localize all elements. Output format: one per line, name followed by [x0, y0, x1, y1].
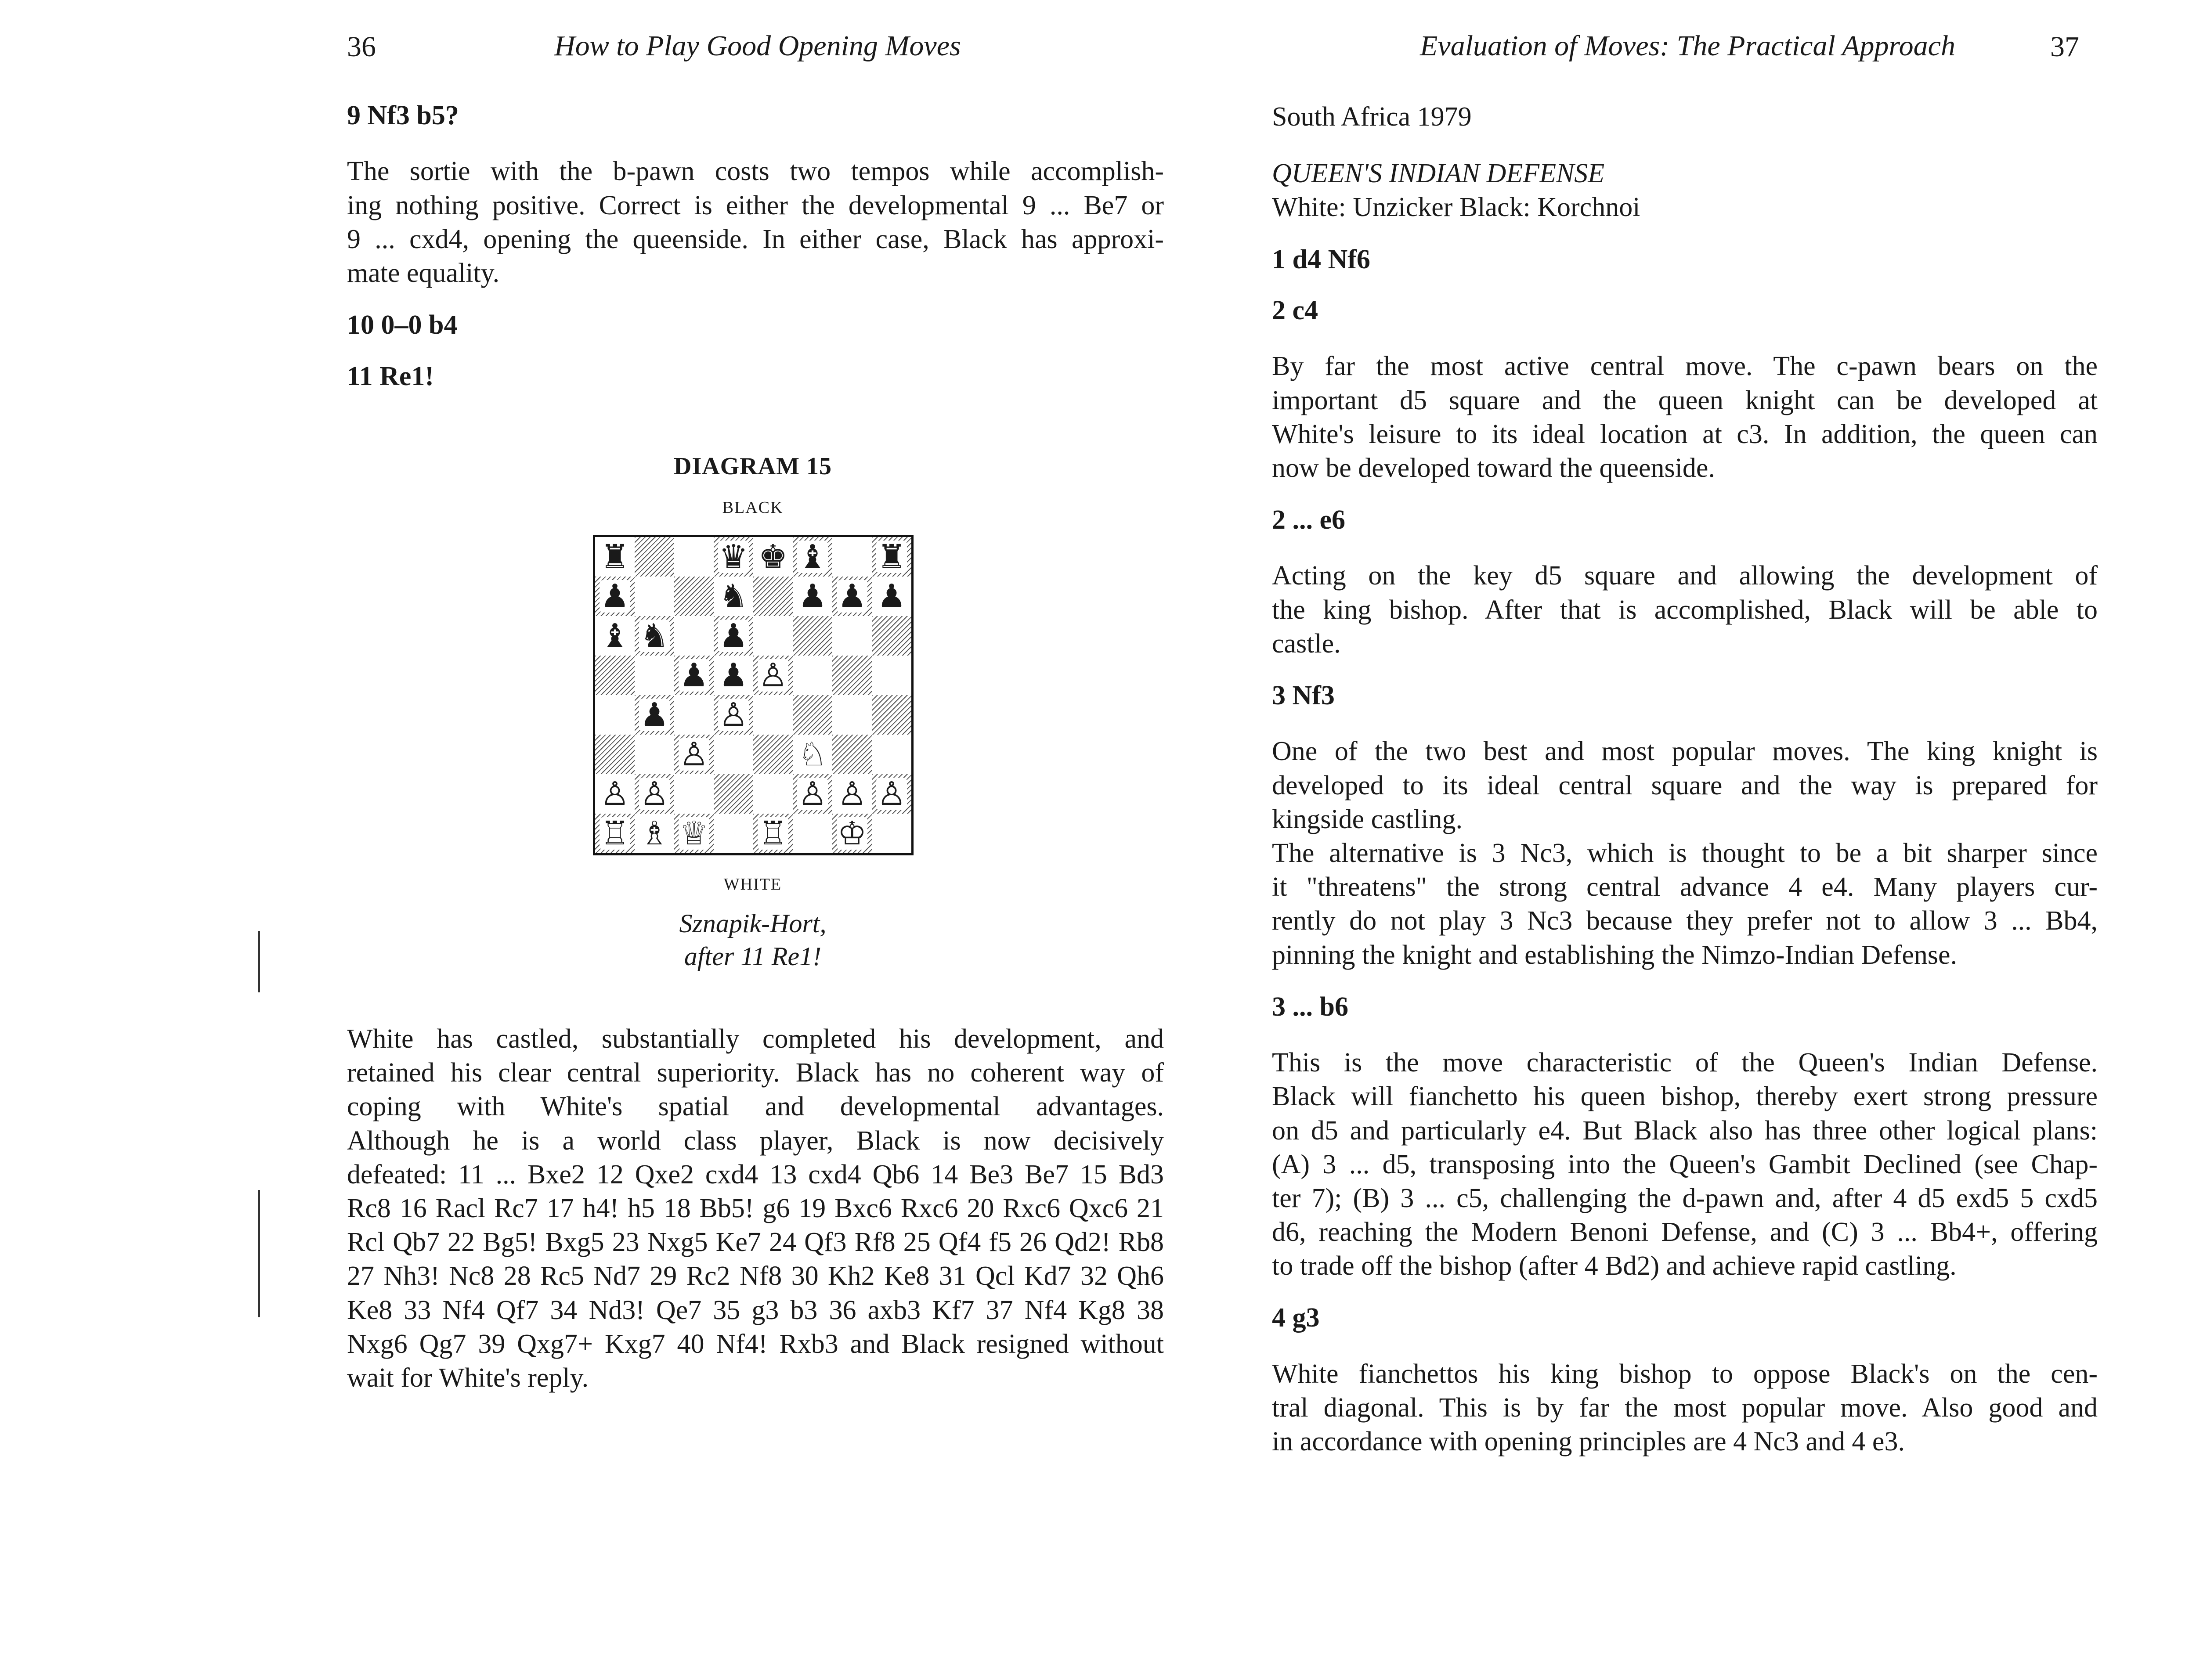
text-line: ing nothing positive. Correct is either the developmental 9 ... Be7 or [347, 190, 1164, 220]
move-heading: 11 Re1! [347, 361, 434, 391]
text-line: mate equality. [347, 258, 500, 288]
page-number-right: 37 [2050, 31, 2079, 63]
square-f5 [793, 656, 832, 695]
square-d5 [714, 656, 753, 695]
square-e4 [753, 695, 793, 735]
square-h3 [872, 735, 911, 774]
square-e2 [753, 774, 793, 814]
chess-piece-icon: ♟ [639, 696, 669, 734]
square-b5 [635, 656, 674, 695]
text-line: wait for White's reply. [347, 1363, 589, 1393]
text-line: Nxg6 Qg7 39 Qxg7+ Kxg7 40 Nf4! Rxb3 and Black resigned without [347, 1329, 1164, 1359]
move-heading: 2 c4 [1272, 295, 1318, 325]
square-g4 [832, 695, 872, 735]
paragraph [1272, 735, 2098, 836]
text-line: important d5 square and the queen knight can be developed at [1272, 385, 2098, 415]
diagram-caption [593, 907, 913, 973]
square-d1 [714, 814, 753, 853]
diagram-label-white: WHITE [723, 875, 782, 894]
text-line: d6, reaching the Modern Benoni Defense, and (C) 3 ... Bb4+, offering [1272, 1217, 2098, 1247]
square-a2 [595, 774, 635, 814]
square-g6 [832, 616, 872, 656]
chess-piece-icon: ♟ [877, 577, 907, 615]
paragraph [347, 155, 1164, 290]
square-c3 [674, 735, 714, 774]
chess-piece-icon: ♙ [837, 775, 867, 813]
diagram-label-black: BLACK [722, 498, 784, 517]
square-b1 [635, 814, 674, 853]
square-g2 [832, 774, 872, 814]
square-b3 [635, 735, 674, 774]
chess-piece-icon: ♖ [600, 815, 630, 852]
square-a5 [595, 656, 635, 695]
square-g8 [832, 537, 872, 577]
square-a3 [595, 735, 635, 774]
text-line: now be developed toward the queenside. [1272, 453, 1715, 483]
paragraph [1272, 836, 2098, 972]
square-a7 [595, 577, 635, 616]
text-line: ter 7); (B) 3 ... c5, challenging the d-pawn and, after 4 d5 exd5 5 cxd5 [1272, 1183, 2098, 1213]
text-line: 9 ... cxd4, opening the queenside. In either case, Black has approxi- [347, 224, 1164, 254]
chess-piece-icon: ♟ [600, 577, 630, 615]
square-d8 [714, 537, 753, 577]
players-line: White: Unzicker Black: Korchnoi [1272, 192, 1640, 223]
right-page [1154, 0, 2196, 1680]
text-line: White fianchettos his king bishop to oppose Black's on the cen- [1272, 1359, 2098, 1389]
square-f2 [793, 774, 832, 814]
chess-piece-icon: ♟ [837, 577, 867, 615]
chess-piece-icon: ♝ [798, 538, 827, 576]
move-heading: 3 ... b6 [1272, 991, 1348, 1022]
page-number-left: 36 [347, 31, 376, 63]
square-g1 [832, 814, 872, 853]
square-h4 [872, 695, 911, 735]
square-g3 [832, 735, 872, 774]
text-line: Acting on the key d5 square and allowing the development of [1272, 561, 2098, 591]
square-f8 [793, 537, 832, 577]
text-line: coping with White's spatial and developmental advantages. [347, 1092, 1164, 1122]
square-d6 [714, 616, 753, 656]
square-h8 [872, 537, 911, 577]
text-line: White's leisure to its ideal location at c3. In addition, the queen can [1272, 419, 2098, 449]
move-heading: 4 g3 [1272, 1303, 1320, 1333]
square-a4 [595, 695, 635, 735]
square-e5 [753, 656, 793, 695]
text-line: pinning the knight and establishing the Nimzo-Indian Defense. [1272, 940, 1957, 970]
chess-piece-icon: ♙ [758, 656, 788, 694]
square-c7 [674, 577, 714, 616]
square-e8 [753, 537, 793, 577]
square-d7 [714, 577, 753, 616]
text-line: Rc8 16 Racl Rc7 17 h4! h5 18 Bb5! g6 19 Bxc6 Rxc6 20 Rxc6 Qxc6 21 [347, 1193, 1164, 1223]
text-line: Although he is a world class player, Black is now decisively [347, 1125, 1164, 1156]
right-column [1272, 100, 2098, 1459]
margin-mark [258, 1190, 260, 1317]
square-f6 [793, 616, 832, 656]
paragraph [1272, 1046, 2098, 1283]
move-heading: 9 Nf3 b5? [347, 101, 459, 130]
text-line: rently do not play 3 Nc3 because they prefer not to allow 3 ... Bb4, [1272, 906, 2098, 936]
square-h2 [872, 774, 911, 814]
square-e6 [753, 616, 793, 656]
square-d3 [714, 735, 753, 774]
text-line: castle. [1272, 628, 1341, 659]
paragraph [347, 1022, 1164, 1395]
left-column-top [347, 61, 1164, 393]
square-e7 [753, 577, 793, 616]
text-line: One of the two best and most popular moves. The king knight is [1272, 736, 2098, 767]
text-line: (A) 3 ... d5, transposing into the Queen's Gambit Declined (see Chap- [1272, 1149, 2098, 1179]
caption-line: after 11 Re1! [684, 942, 822, 971]
text-line: retained his clear central superiority. Black has no coherent way of [347, 1058, 1164, 1088]
square-f3 [793, 735, 832, 774]
square-h7 [872, 577, 911, 616]
event-line: South Africa 1979 [1272, 102, 1472, 132]
text-line: developed to its ideal central square and the way is prepared for [1272, 770, 2098, 800]
text-line: tral diagonal. This is by far the most popular move. Also good and [1272, 1393, 2098, 1423]
text-line: By far the most active central move. The c-pawn bears on the [1272, 351, 2098, 382]
square-c5 [674, 656, 714, 695]
move-heading: 10 0–0 b4 [347, 310, 458, 340]
chess-piece-icon: ♚ [758, 538, 788, 576]
diagram-title: DIAGRAM 15 [674, 453, 832, 480]
square-f1 [793, 814, 832, 853]
text-line: White has castled, substantially completed his development, and [347, 1024, 1164, 1054]
chess-piece-icon: ♖ [758, 815, 788, 852]
text-line: on d5 and particularly e4. But Black also has three other logical plans: [1272, 1115, 2098, 1146]
square-h5 [872, 656, 911, 695]
chess-piece-icon: ♙ [679, 735, 709, 773]
text-line: Rcl Qb7 22 Bg5! Bxg5 23 Nxg5 Ke7 24 Qf3 Rf8 25 Qf4 f5 26 Qd2! Rb8 [347, 1227, 1164, 1258]
opening-title: QUEEN'S INDIAN DEFENSE [1272, 159, 1605, 189]
chess-piece-icon: ♜ [877, 538, 907, 576]
caption-line: Sznapik-Hort, [679, 909, 827, 938]
chess-piece-icon: ♗ [639, 815, 669, 852]
square-c2 [674, 774, 714, 814]
text-line: it "threatens" the strong central advance 4 e4. Many players cur- [1272, 872, 2098, 902]
square-b4 [635, 695, 674, 735]
square-b6 [635, 616, 674, 656]
margin-mark [258, 931, 260, 992]
chess-piece-icon: ♙ [639, 775, 669, 813]
square-c1 [674, 814, 714, 853]
move-heading: 2 ... e6 [1272, 505, 1346, 535]
chess-piece-icon: ♟ [798, 577, 827, 615]
square-h1 [872, 814, 911, 853]
text-line: Ke8 33 Nf4 Qf7 34 Nd3! Qe7 35 g3 b3 36 axb3 Kf7 37 Nf4 Kg8 38 [347, 1295, 1164, 1325]
running-head-left: How to Play Good Opening Moves [554, 30, 961, 62]
square-d2 [714, 774, 753, 814]
running-head-right: Evaluation of Moves: The Practical Approach [1420, 30, 1955, 62]
paragraph [1272, 1357, 2098, 1459]
square-b2 [635, 774, 674, 814]
chess-piece-icon: ♟ [679, 656, 709, 694]
square-f4 [793, 695, 832, 735]
text-line: kingside castling. [1272, 804, 1463, 834]
square-h6 [872, 616, 911, 656]
text-line: to trade off the bishop (after 4 Bd2) and achieve rapid castling. [1272, 1251, 1957, 1281]
square-d4 [714, 695, 753, 735]
text-line: 27 Nh3! Nc8 28 Rc5 Nd7 29 Rc2 Nf8 30 Kh2 Ke8 31 Qcl Kd7 32 Qh6 [347, 1261, 1164, 1291]
text-line: defeated: 11 ... Bxe2 12 Qxe2 cxd4 13 cxd4 Qb6 14 Be3 Be7 15 Bd3 [347, 1159, 1164, 1190]
square-c6 [674, 616, 714, 656]
square-a1 [595, 814, 635, 853]
square-c8 [674, 537, 714, 577]
text-line: the king bishop. After that is accomplished, Black will be able to [1272, 595, 2098, 625]
text-line: This is the move characteristic of the Queen's Indian Defense. [1272, 1048, 2098, 1078]
text-line: The sortie with the b-pawn costs two tempos while accomplish- [347, 156, 1164, 187]
paragraph [1272, 350, 2098, 485]
chess-piece-icon: ♘ [798, 735, 827, 773]
chess-piece-icon: ♕ [679, 815, 709, 852]
square-a6 [595, 616, 635, 656]
chess-piece-icon: ♙ [798, 775, 827, 813]
chess-piece-icon: ♟ [719, 656, 748, 694]
square-b8 [635, 537, 674, 577]
chess-piece-icon: ♙ [600, 775, 630, 813]
chess-piece-icon: ♞ [639, 617, 669, 655]
chess-board [593, 535, 914, 855]
square-f7 [793, 577, 832, 616]
chess-piece-icon: ♙ [719, 696, 748, 734]
square-e3 [753, 735, 793, 774]
chess-piece-icon: ♝ [600, 617, 630, 655]
paragraph [1272, 559, 2098, 661]
square-a8 [595, 537, 635, 577]
chess-piece-icon: ♛ [719, 538, 748, 576]
square-e1 [753, 814, 793, 853]
square-b7 [635, 577, 674, 616]
text-line: in accordance with opening principles are 4 Nc3 and 4 e3. [1272, 1427, 1905, 1457]
move-heading: 1 d4 Nf6 [1272, 244, 1370, 274]
chess-piece-icon: ♜ [600, 538, 630, 576]
chess-piece-icon: ♟ [719, 617, 748, 655]
square-c4 [674, 695, 714, 735]
chess-diagram [593, 452, 913, 973]
chess-piece-icon: ♞ [719, 577, 748, 615]
chess-piece-icon: ♔ [837, 815, 867, 852]
left-column-bottom [347, 1022, 1164, 1395]
square-g5 [832, 656, 872, 695]
text-line: The alternative is 3 Nc3, which is thought to be a bit sharper since [1272, 838, 2098, 868]
text-line: Black will fianchetto his queen bishop, thereby exert strong pressure [1272, 1082, 2098, 1112]
square-g7 [832, 577, 872, 616]
chess-piece-icon: ♙ [877, 775, 907, 813]
move-heading: 3 Nf3 [1272, 681, 1335, 711]
